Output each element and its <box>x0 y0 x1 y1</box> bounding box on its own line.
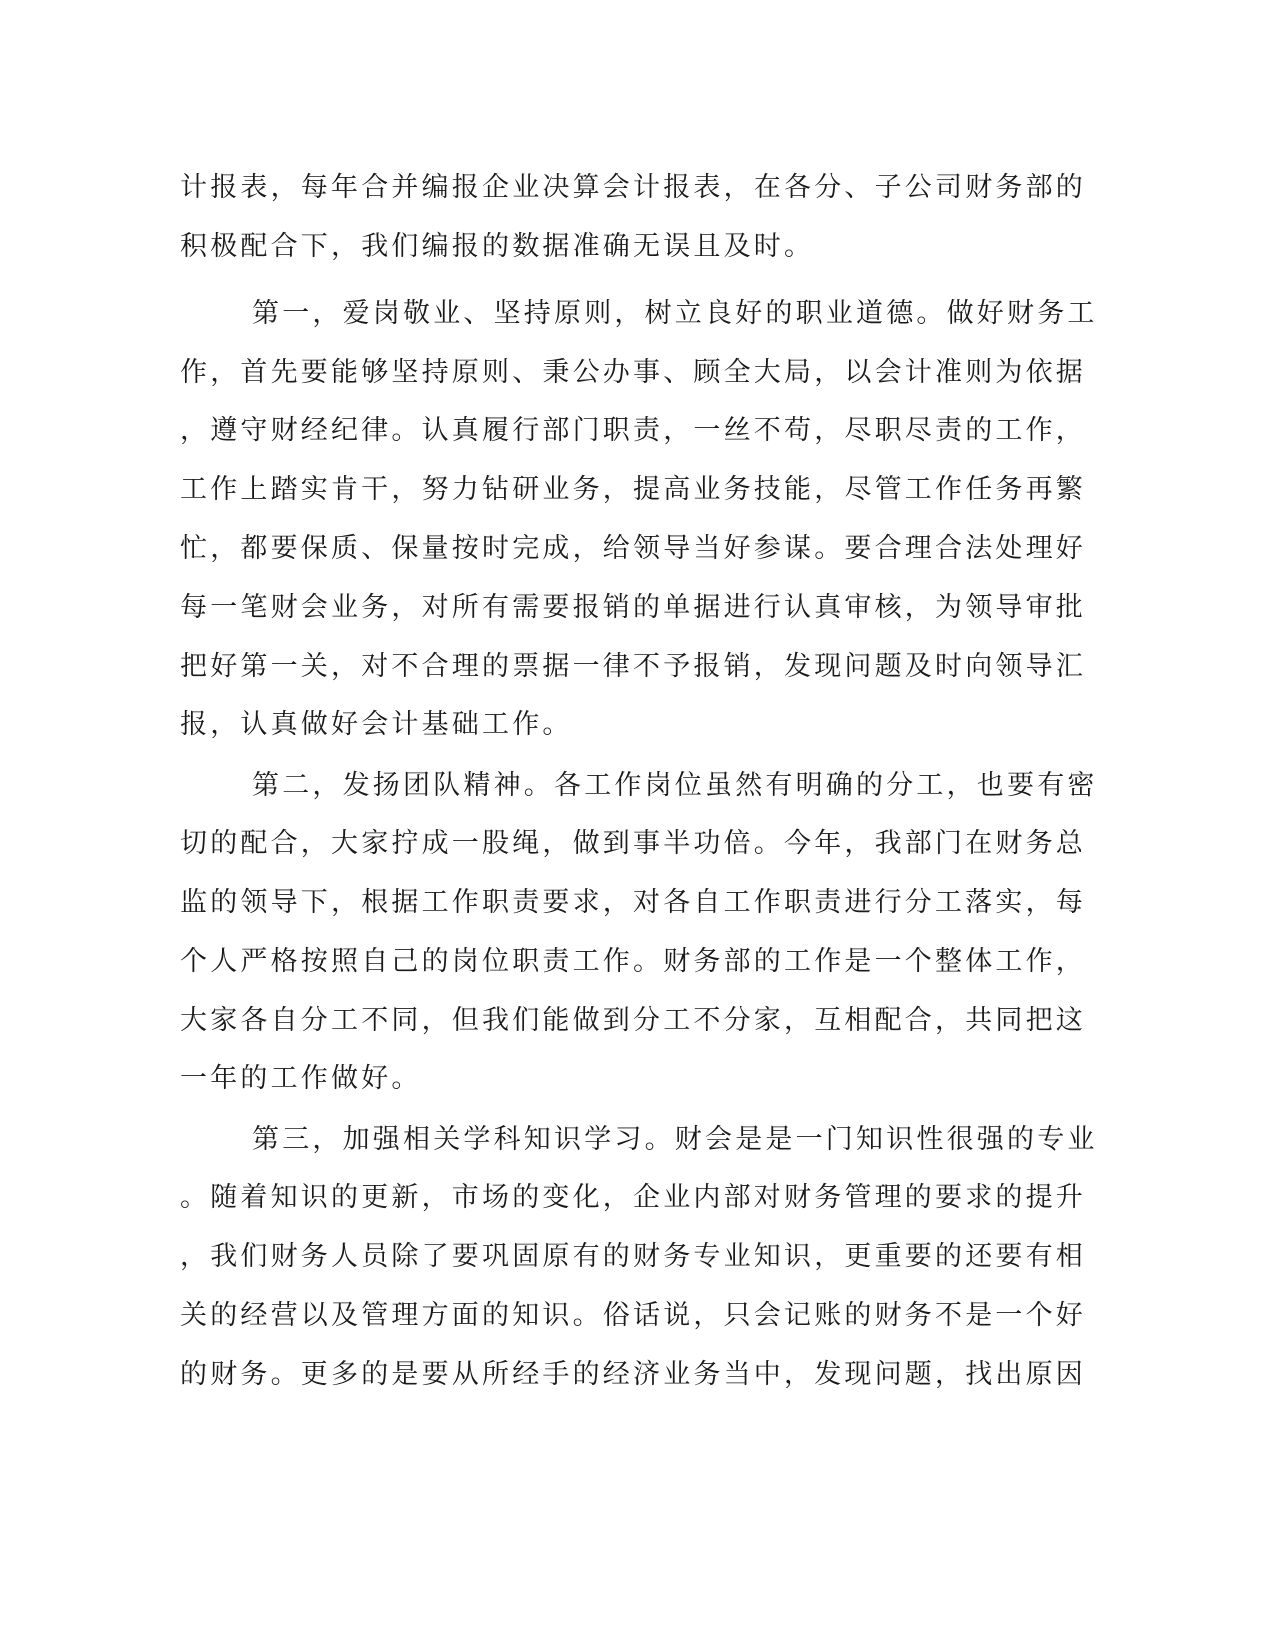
text-line: ，我们财务人员除了要巩固原有的财务专业知识，更重要的还要有相 <box>180 1241 1086 1272</box>
text-line: 报，认真做好会计基础工作。 <box>180 709 573 740</box>
text-line: 个人严格按照自己的岗位职责工作。财务部的工作是一个整体工作， <box>180 946 1086 977</box>
text-line: 计报表，每年合并编报企业决算会计报表，在各分、子公司财务部的 <box>180 172 1086 203</box>
text-line: 监的领导下，根据工作职责要求，对各自工作职责进行分工落实，每 <box>180 887 1086 918</box>
text-line: 作，首先要能够坚持原则、秉公办事、顾全大局，以会计准则为依据 <box>180 357 1086 388</box>
text-line: 。随着知识的更新，市场的变化，企业内部对财务管理的要求的提升 <box>180 1182 1086 1213</box>
paragraph-first-line: 第一，爱岗敬业、坚持原则，树立良好的职业道德。做好财务工 <box>252 298 1098 329</box>
text-line: ，遵守财经纪律。认真履行部门职责，一丝不苟，尽职尽责的工作， <box>180 415 1086 446</box>
text-line: 一年的工作做好。 <box>180 1063 422 1094</box>
text-line: 大家各自分工不同，但我们能做到分工不分家，互相配合，共同把这 <box>180 1005 1086 1036</box>
text-line: 积极配合下，我们编报的数据准确无误且及时。 <box>180 231 815 262</box>
text-line: 把好第一关，对不合理的票据一律不予报销，发现问题及时向领导汇 <box>180 651 1086 682</box>
text-line: 忙，都要保质、保量按时完成，给领导当好参谋。要合理合法处理好 <box>180 533 1086 564</box>
text-line: 关的经营以及管理方面的知识。俗话说，只会记账的财务不是一个好 <box>180 1300 1086 1331</box>
paragraph-first-line: 第二，发扬团队精神。各工作岗位虽然有明确的分工，也要有密 <box>252 770 1098 801</box>
text-line: 工作上踏实肯干，努力钻研业务，提高业务技能，尽管工作任务再繁 <box>180 474 1086 505</box>
text-line: 切的配合，大家拧成一股绳，做到事半功倍。今年，我部门在财务总 <box>180 828 1086 859</box>
text-line: 的财务。更多的是要从所经手的经济业务当中，发现问题，找出原因 <box>180 1359 1086 1390</box>
text-line: 每一笔财会业务，对所有需要报销的单据进行认真审核，为领导审批 <box>180 592 1086 623</box>
paragraph-first-line: 第三，加强相关学科知识学习。财会是是一门知识性很强的专业 <box>252 1124 1098 1155</box>
